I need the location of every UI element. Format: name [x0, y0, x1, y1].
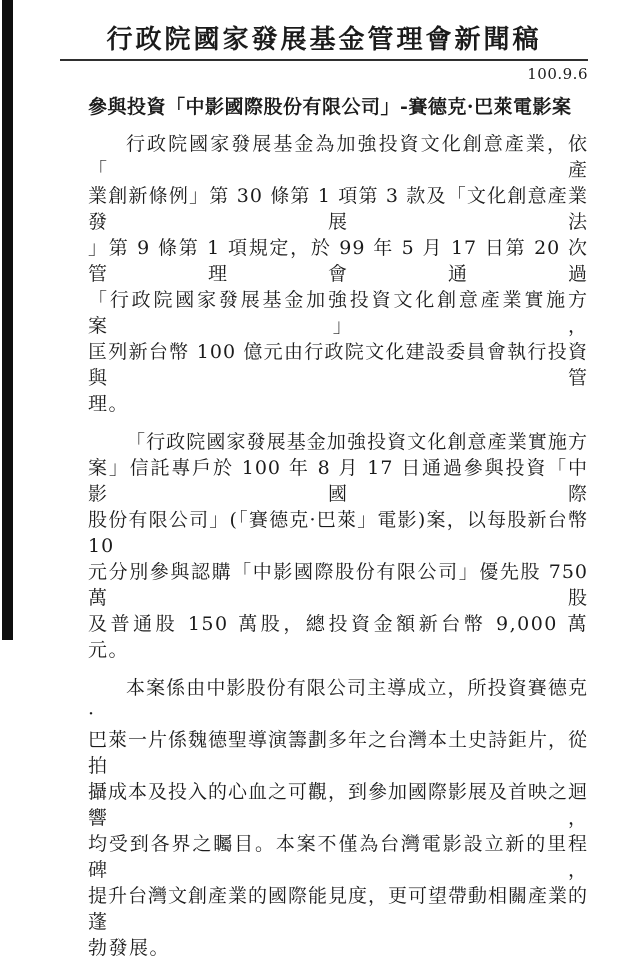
body-line: 「行政院國家發展基金加強投資文化創意產業實施方案」， [88, 289, 588, 337]
body-line: 本案係由中影股份有限公司主導成立，所投資賽德克· [88, 677, 588, 725]
body-line: 「行政院國家發展基金加強投資文化創意產業實施方 [126, 431, 588, 453]
body-line: 案」信託專戶於 100 年 8 月 17 日通過參與投資「中影國際 [88, 457, 588, 505]
body-line: 」第 9 條第 1 項規定，於 99 年 5 月 17 日第 20 次管理會通過 [88, 237, 588, 285]
body-line: 及普通股 150 萬股，總投資金額新台幣 9,000 萬元。 [88, 613, 588, 661]
body-line: 巴萊一片係魏德聖導演籌劃多年之台灣本土史詩鉅片，從拍 [88, 729, 589, 777]
document-body [88, 95, 588, 961]
body-line: 業創新條例」第 30 條第 1 項第 3 款及「文化創意產業發展法 [88, 185, 588, 233]
body-line: 行政院國家發展基金為加強投資文化創意產業，依「產 [88, 133, 588, 181]
body-line: 勃發展。 [88, 937, 171, 959]
date-label: 100.9.6 [527, 65, 588, 83]
paragraph-3 [88, 675, 588, 961]
page-title: 行政院國家發展基金管理會新聞稿 [106, 25, 542, 55]
subject-line: 參與投資「中影國際股份有限公司」-賽德克·巴萊電影案 [88, 96, 572, 118]
body-line: 元分別參與認購「中影國際股份有限公司」優先股 750 萬股 [88, 561, 588, 609]
paragraph-1 [88, 131, 588, 417]
press-release-document [60, 0, 588, 961]
paragraph-2 [88, 429, 588, 663]
body-line: 股份有限公司」(「賽德克·巴萊」電影)案，以每股新台幣 10 [88, 509, 588, 557]
title-divider [60, 59, 588, 61]
body-line: 均受到各界之矚目。本案不僅為台灣電影設立新的里程碑， [88, 833, 588, 881]
body-line: 匡列新台幣 100 億元由行政院文化建設委員會執行投資與管 [88, 341, 588, 389]
scan-edge-stripe [2, 0, 13, 640]
body-line: 理。 [88, 393, 130, 415]
body-line: 提升台灣文創產業的國際能見度，更可望帶動相關產業的蓬 [88, 885, 589, 933]
body-line: 攝成本及投入的心血之可觀，到參加國際影展及首映之迴響， [88, 781, 589, 829]
